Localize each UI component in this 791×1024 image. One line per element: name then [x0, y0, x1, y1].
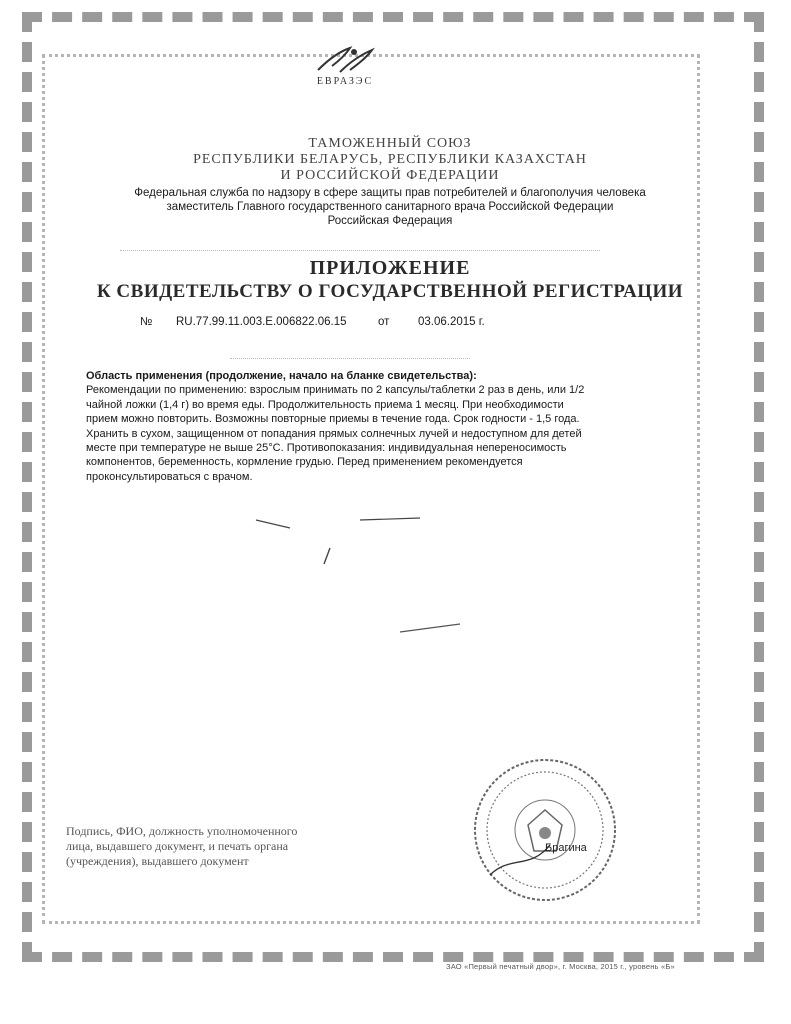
body-line: компонентов, беременность, кормление грудью. Перед применением рекомендуется [86, 456, 523, 469]
service-line-3: Российская Федерация [327, 215, 453, 227]
pen-marks [250, 512, 470, 652]
title-line-2: К СВИДЕТЕЛЬСТВУ О ГОСУДАРСТВЕННОЙ РЕГИСТРАЦИИ [96, 281, 684, 302]
service-line-2: заместитель Главного государственного санитарного врача Российской Федерации [166, 201, 614, 213]
body-line: Рекомендации по применению: взрослым принимать по 2 капсулы/таблетки 2 раз в день, или 1/2 [86, 384, 585, 397]
caption-line-1: Подпись, ФИО, должность уполномоченного [66, 824, 298, 838]
date-label: от [378, 316, 390, 328]
eurasec-logo [300, 42, 390, 87]
registration-date: 03.06.2015 г. [418, 316, 485, 328]
eurasec-emblem-icon [310, 42, 380, 76]
caption-line-2: лица, выдавшего документ, и печать органа [66, 839, 289, 853]
union-line-1: ТАМОЖЕННЫЙ СОЮЗ [308, 136, 472, 151]
title-line-1: ПРИЛОЖЕНИЕ [309, 257, 471, 279]
number-label: № [140, 316, 153, 328]
union-line-3: И РОССИЙСКОЙ ФЕДЕРАЦИИ [280, 168, 500, 183]
registration-number: RU.77.99.11.003.E.006822.06.15 [176, 316, 347, 328]
document-title [60, 256, 720, 304]
body-line: месте при температуре не выше 25°С. Противопоказания: индивидуальная непереносимость [86, 442, 567, 455]
body-heading: Область применения (продолжение, начало на бланке свидетельства): [86, 370, 477, 382]
document-body [86, 369, 606, 484]
printer-imprint: ЗАО «Первый печатный двор», г. Москва, 2015 г., уровень «Б» [446, 962, 675, 971]
body-line: проконсультироваться с врачом. [86, 470, 253, 483]
body-line: прием можно повторить. Возможны повторные приемы в течение года. Срок годности - 1,5 года. [86, 413, 580, 426]
document-header [70, 136, 710, 228]
official-seal [470, 755, 620, 905]
caption-line-3: (учреждения), выдавшего документ [66, 854, 249, 868]
body-line: Хранить в сухом, защищенном от попадания прямых солнечных лучей и недоступном для детей [86, 427, 582, 440]
logo-text: ЕВРАЗЭС [316, 76, 374, 87]
signature-caption [66, 824, 386, 869]
service-line-1: Федеральная служба по надзору в сфере защиты прав потребителей и благополучия человека [134, 187, 646, 199]
union-line-2: РЕСПУБЛИКИ БЕЛАРУСЬ, РЕСПУБЛИКИ КАЗАХСТАН [193, 152, 587, 167]
body-line: чайной ложки (1,4 г) во время еды. Продолжительность приема 1 месяц. При необходимости [86, 398, 564, 411]
divider-line [120, 242, 600, 251]
signer-name: Брагина [545, 842, 587, 854]
divider-line-2 [230, 354, 470, 359]
